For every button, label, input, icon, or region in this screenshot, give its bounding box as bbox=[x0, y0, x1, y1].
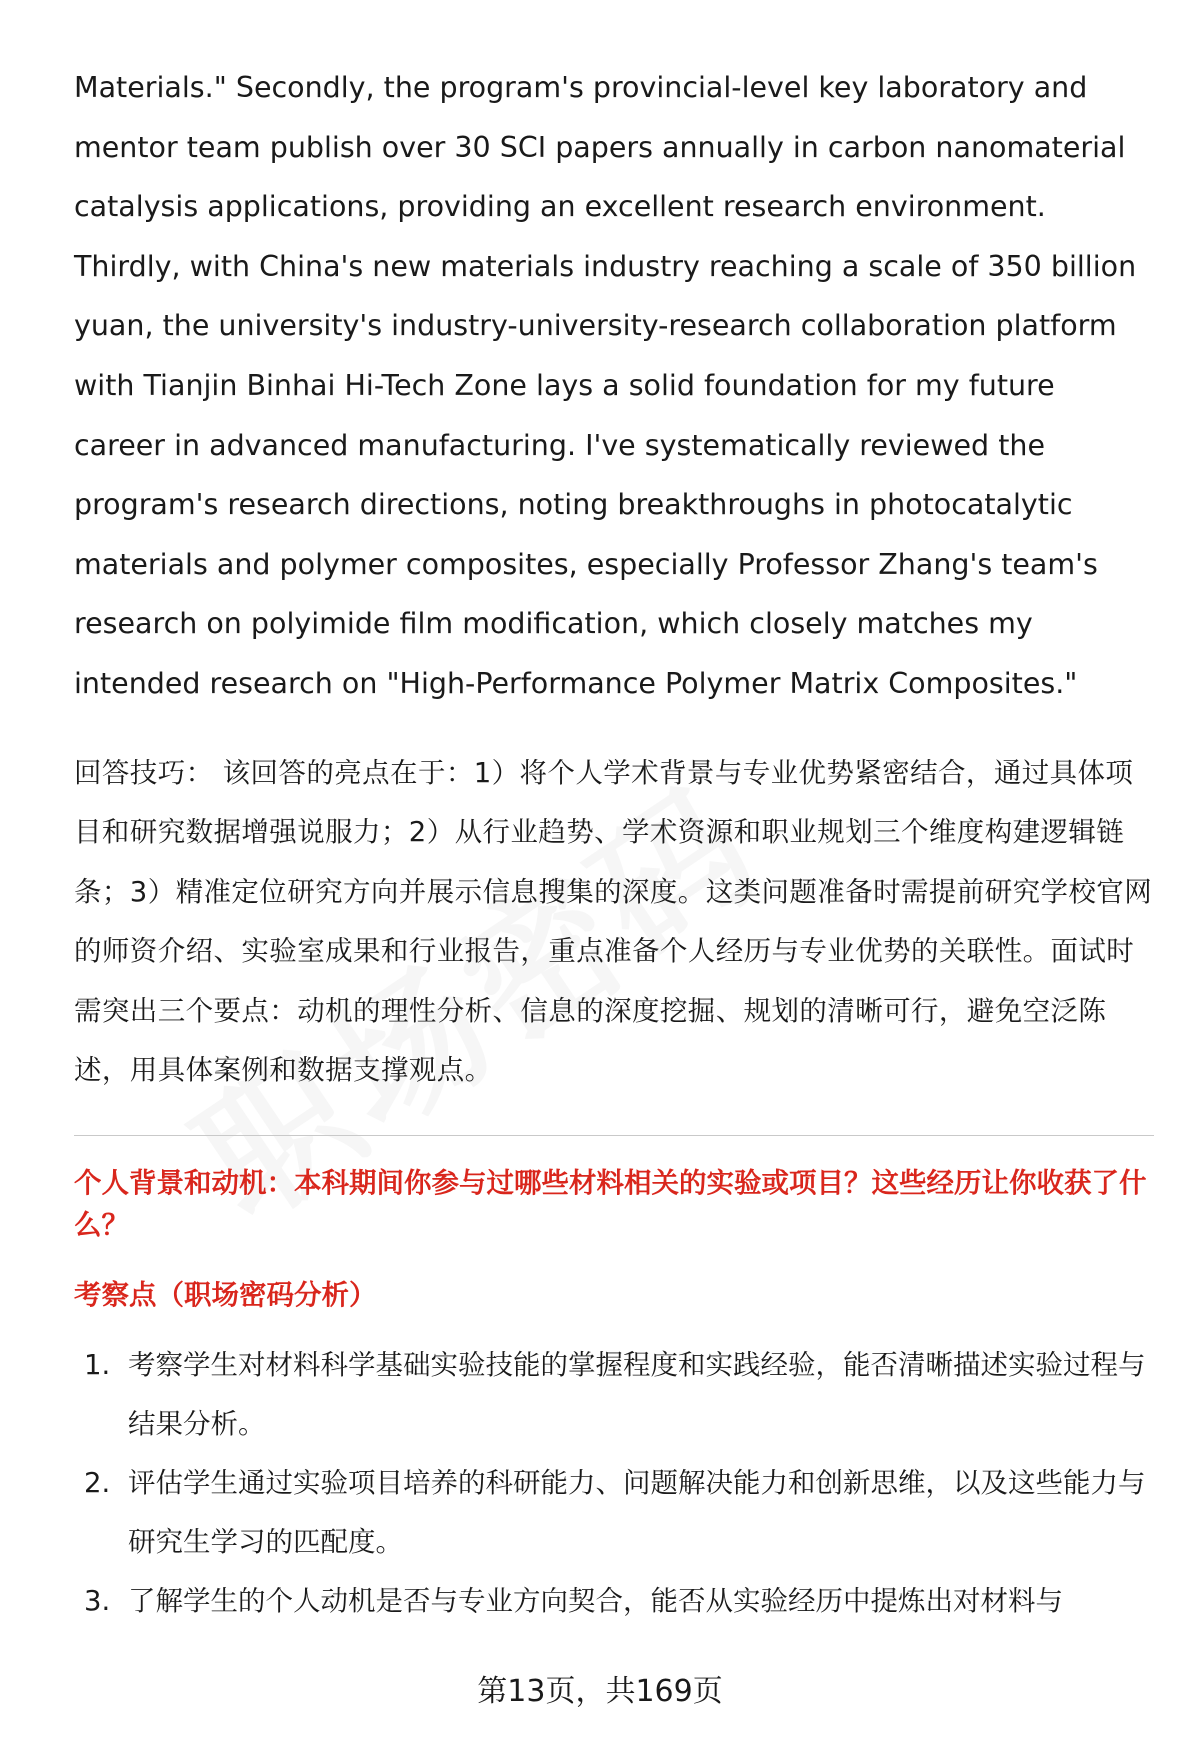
page-number-footer: 第13页，共169页 bbox=[477, 1674, 723, 1709]
answer-tips-paragraph: 回答技巧： 该回答的亮点在于：1）将个人学术背景与专业优势紧密结合，通过具体项目和研究数据增强说服力；2）从行业趋势、学术资源和职业规划三个维度构建逻辑链条；3）精准定位研究方向并展示信息搜集的深度。这类问题准备时需提前研究学校官网的师资介绍、实验室成果和行业报告，重点准备个人经历与专业优势的关联性。面试时需突出三个要点：动机的理性分析、信息的深度挖掘、规划的清晰可行，避免空泛陈述，用具体案例和数据支撑观点。 bbox=[74, 756, 1153, 1087]
analysis-heading: 考察点（职场密码分析） bbox=[74, 1278, 377, 1311]
list-item-text: 评估学生通过实验项目培养的科研能力、问题解决能力和创新思维，以及这些能力与研究生学习的匹配度。 bbox=[128, 1466, 1146, 1558]
list-item bbox=[74, 1454, 1154, 1572]
question-heading: 个人背景和动机：本科期间你参与过哪些材料相关的实验或项目？这些经历让你收获了什么？ bbox=[74, 1166, 1147, 1241]
list-item-text: 考察学生对材料科学基础实验技能的掌握程度和实践经验，能否清晰描述实验过程与结果分析。 bbox=[128, 1348, 1146, 1440]
section-divider bbox=[74, 1135, 1154, 1136]
analysis-point-list bbox=[74, 1336, 1154, 1631]
list-item-number: 2. bbox=[84, 1466, 111, 1499]
english-answer-paragraph: Materials." Secondly, the program's provincial-level key laboratory and mentor team publish over 30 SCI papers annually in carbon nanomaterial catalysis applications, providing an excellent research environment. Thirdly, with China's new materials industry reaching a scale of 350 billion yuan, the university's industry-university-research collaboration platform with Tianjin Binhai Hi-Tech Zone lays a solid foundation for my future career in advanced manufacturing. I've systematically reviewed the program's research directions, noting breakthroughs in photocatalytic materials and polymer composites, especially Professor Zhang's team's research on polyimide film modification, which closely matches my intended research on "High-Performance Polymer Matrix Composites." bbox=[74, 71, 1137, 700]
page-content bbox=[74, 58, 1154, 1631]
list-item-number: 1. bbox=[84, 1348, 111, 1381]
list-item-text: 了解学生的个人动机是否与专业方向契合，能否从实验经历中提炼出对材料与 bbox=[128, 1584, 1063, 1617]
list-item bbox=[74, 1572, 1154, 1631]
list-item-number: 3. bbox=[84, 1584, 111, 1617]
list-item bbox=[74, 1336, 1154, 1454]
